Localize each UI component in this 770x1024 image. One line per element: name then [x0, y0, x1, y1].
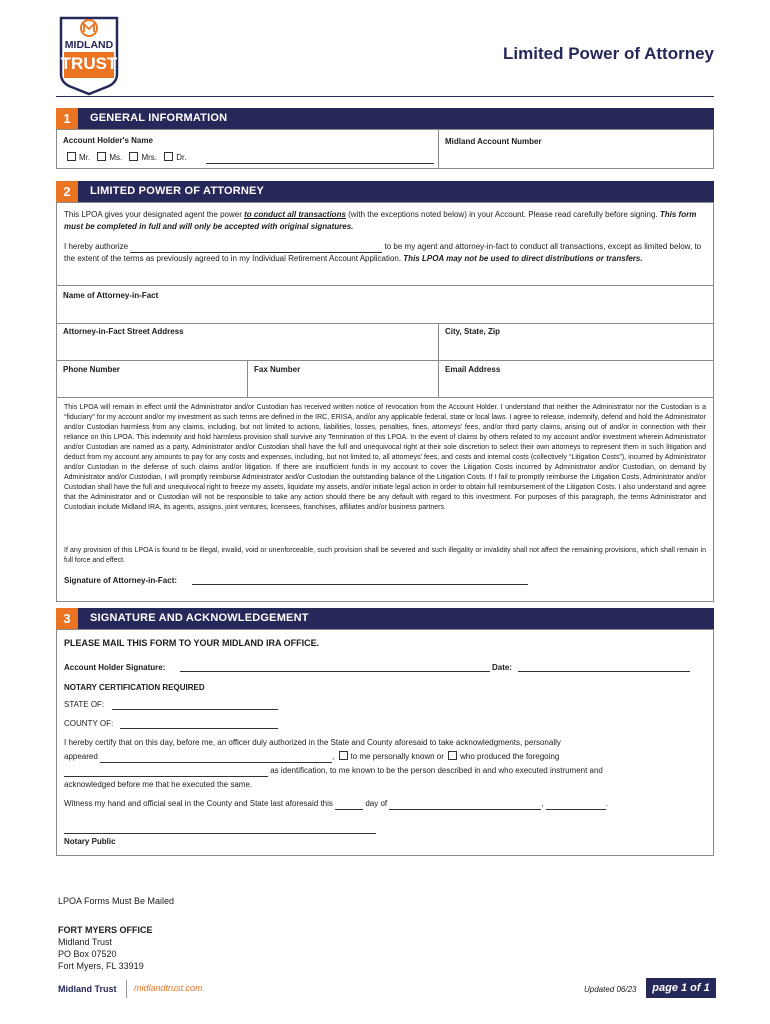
notary-heading: NOTARY CERTIFICATION REQUIRED — [64, 683, 205, 692]
section-3-title: SIGNATURE AND ACKNOWLEDGEMENT — [90, 612, 309, 624]
witness-text-b: day of — [365, 799, 388, 808]
holder-signature-label: Account Holder Signature: — [64, 663, 166, 672]
dr-checkbox[interactable] — [164, 152, 173, 161]
attorney-name-label: Name of Attorney-in-Fact — [63, 291, 159, 300]
city-state-zip-label: City, State, Zip — [445, 327, 500, 336]
state-label: STATE OF: — [64, 700, 105, 709]
salutation-options — [67, 152, 187, 164]
personally-known-text: to me personally known or — [350, 752, 444, 761]
section-3-number: 3 — [56, 608, 78, 629]
logo-line2: TRUST — [60, 54, 118, 73]
fax-number-label: Fax Number — [254, 365, 301, 374]
mrs-checkbox[interactable] — [129, 152, 138, 161]
witness-day-field[interactable] — [335, 800, 363, 810]
produced-id-checkbox[interactable] — [448, 751, 457, 760]
appeared-name-field[interactable] — [100, 753, 332, 763]
account-number-field[interactable] — [438, 129, 714, 169]
ms-checkbox[interactable] — [97, 152, 106, 161]
attorney-signature-field[interactable] — [192, 575, 528, 585]
account-number-label: Midland Account Number — [445, 137, 542, 146]
section-1-header — [56, 108, 714, 129]
section-3-header — [56, 608, 714, 629]
office-heading: FORT MYERS OFFICE — [58, 925, 153, 935]
notary-signature-field[interactable] — [64, 824, 376, 834]
authorize-text-a: I hereby authorize — [64, 242, 129, 251]
ms-label: Ms. — [109, 153, 123, 162]
attorney-signature-label: Signature of Attorney-in-Fact: — [64, 576, 178, 585]
footer-updated: Updated 06/23 — [584, 985, 637, 994]
state-field[interactable] — [112, 700, 278, 710]
identification-text: as identification, to me known to be the person described in and who executed instrument and — [270, 766, 603, 775]
date-field[interactable] — [518, 662, 690, 672]
footer-brand: Midland Trust — [58, 984, 117, 994]
witness-line: Witness my hand and official seal in the County and State last aforesaid this day of , . — [64, 799, 609, 808]
legal-paragraph-1: This LPOA will remain in effect until the Administrator and/or Custodian has received written notice of revocation from the Account Holder. I understand that neither the Administrator nor the Custodian is a “fiduciary” for my account and/or my investment as such terms are defined in the IRC, ERISA, and/or any applicable federal, state or local laws. I agree to release, indemnify, defend and hold the Administrator and/or Custodian harmless from any claims, including, but not limited to actions, liabilities, losses, penalties, fines, attorneys’ fees, and/or third party claims, arising out of and/or in connection with their reliance on this LPOA. This indemnity and hold harmless provision shall survive any Termination of this LPOA. In the event of claims by others related to my account and/or investment wherein Administrator and/or Custodian are named as a party, Administrator and/or Custodian shall have the full and unequivocal right at their sole discretion to select their own attorneys to represent them in such litigation and deduct from my account any amounts to pay for any costs and expenses, including, but not limited to, all attorneys’ fees, and costs and internal costs (collectively “Litigation Costs”), incurred by Administrator and/or Custodian in the defense of such claims and/or litigation. If there are insufficient funds in my account to cover the Litigation Costs incurred by Administrator and/or Custodian, on demand by Administrator and/or Custodian, I will promptly reimburse Administrator and/or Custodian the outstanding balance of the Litigation Costs. If I fail to promptly reimburse the Litigation Costs, Administrator and/or Custodian shall have the full and unequivocal right to freeze my assets, liquidate my assets, and/or initiate legal action in order to obtain full reimbursement of the Litigation Costs. I also understand and agree that the Administrator and or Custodian will not be responsible to take any action should there be any default with regard to this investment. For purposes of this paragraph, the terms Administrator and Custodian include Midland IRA, its agents, assigns, joint ventures, licensees, franchises, affiliates and/or business partners. — [64, 404, 706, 511]
document-title: Limited Power of Attorney — [503, 44, 714, 63]
intro-bold: This form must be completed in full and will only be accepted with original signatures. — [64, 210, 697, 231]
intro-text-a: This LPOA gives your designated agent the power — [64, 210, 245, 219]
date-label: Date: — [492, 663, 513, 672]
mrs-label: Mrs. — [141, 153, 158, 162]
email-address-label: Email Address — [445, 365, 501, 374]
holder-signature-field[interactable] — [180, 662, 490, 672]
section-1-number: 1 — [56, 108, 78, 129]
office-line-3: Fort Myers, FL 33919 — [58, 961, 144, 971]
lpoa-intro — [64, 209, 706, 233]
agent-name-field[interactable] — [130, 243, 382, 253]
footer-url[interactable]: midlandtrust.com — [134, 983, 203, 993]
authorize-bold: This LPOA may not be used to direct distributions or transfers. — [403, 254, 643, 263]
appeared-line: appeared , to me personally known or who produced the foregoing — [64, 752, 560, 761]
page-number-badge: page 1 of 1 — [646, 978, 716, 998]
account-holder-label: Account Holder's Name — [63, 136, 153, 145]
intro-emphasis: to conduct all transactions — [244, 210, 346, 219]
acknowledged-line: acknowledged before me that he executed the same. — [64, 780, 253, 789]
dr-label: Dr. — [176, 153, 187, 162]
account-holder-name-field[interactable] — [206, 153, 434, 164]
office-line-2: PO Box 07520 — [58, 949, 117, 959]
mail-note: LPOA Forms Must Be Mailed — [58, 896, 175, 906]
logo-line1: MIDLAND — [64, 39, 114, 51]
certify-line-1: I hereby certify that on this day, before me, an officer duly authorized in the State and County aforesaid to take acknowledgments, personally — [64, 738, 561, 747]
midland-trust-logo — [55, 12, 123, 96]
street-address-label: Attorney-in-Fact Street Address — [63, 327, 184, 336]
identification-line — [64, 765, 706, 777]
title-divider — [56, 96, 714, 97]
witness-text-a: Witness my hand and official seal in the County and State last aforesaid this — [64, 799, 333, 808]
section-2-title: LIMITED POWER OF ATTORNEY — [90, 185, 265, 197]
section-2-header — [56, 181, 714, 202]
produced-id-text: who produced the foregoing — [460, 752, 560, 761]
authorize-statement — [64, 241, 706, 265]
mr-checkbox[interactable] — [67, 152, 76, 161]
witness-year-field[interactable] — [546, 800, 606, 810]
witness-month-field[interactable] — [389, 800, 541, 810]
footer-divider — [126, 980, 127, 998]
county-field[interactable] — [120, 719, 278, 729]
phone-number-label: Phone Number — [63, 365, 120, 374]
section-1-title: GENERAL INFORMATION — [90, 112, 228, 124]
appeared-text: appeared — [64, 752, 98, 761]
county-label: COUNTY OF: — [64, 719, 114, 728]
section-2-number: 2 — [56, 181, 78, 202]
mail-notice: PLEASE MAIL THIS FORM TO YOUR MIDLAND IRA OFFICE. — [64, 638, 320, 648]
office-line-1: Midland Trust — [58, 937, 113, 947]
legal-paragraph-2: If any provision of this LPOA is found to be illegal, invalid, void or unenforceable, such provision shall be severed and such illegality or invalidity shall not affect the remaining provisions, which shall remain in full force and effect. — [64, 547, 706, 564]
personally-known-checkbox[interactable] — [339, 751, 348, 760]
intro-text-b: (with the exceptions noted below) in your Account. Please read carefully before signing. — [345, 210, 660, 219]
notary-public-label: Notary Public — [64, 837, 116, 846]
authorize-text-b: to be my agent and attorney-in-fact to conduct all transactions, except as limited below, to the extent of the terms as previously agreed to in my Individual Retirement Account Application. — [64, 242, 702, 263]
mr-label: Mr. — [79, 153, 91, 162]
identification-field[interactable] — [64, 767, 268, 777]
